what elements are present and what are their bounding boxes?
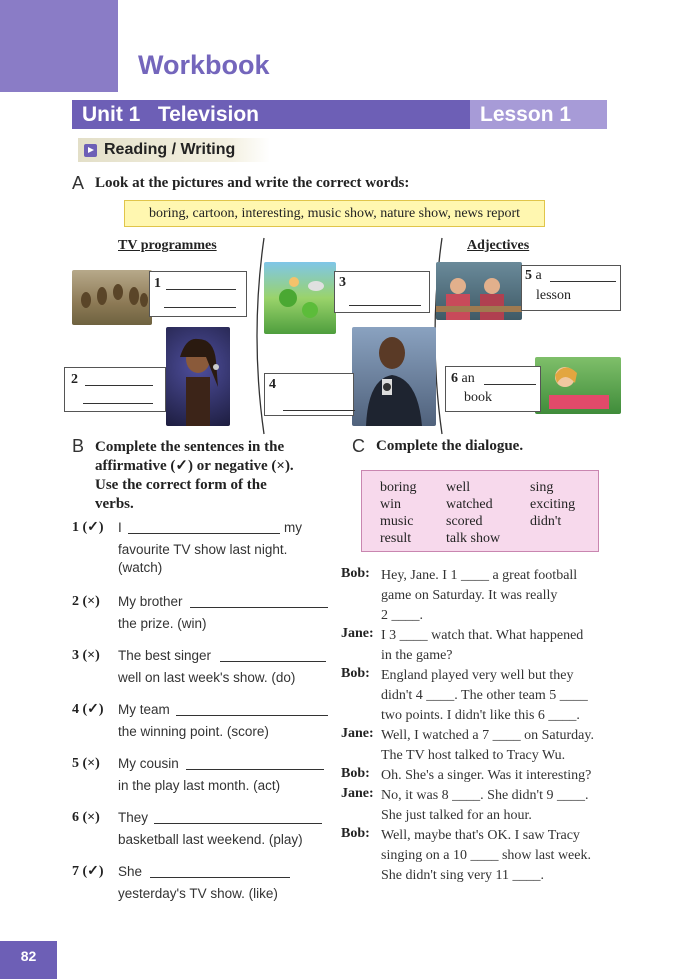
answer-6-label xyxy=(451,371,475,387)
answer-5-number: 5 xyxy=(525,268,532,283)
b-item-5-blank[interactable] xyxy=(186,758,324,770)
answer-1-blank-2[interactable] xyxy=(164,296,236,308)
answer-box-3[interactable] xyxy=(334,271,430,313)
dialogue-line: No, it was 8 ____. She didn't 9 ____. xyxy=(381,788,589,803)
speaker-label: Bob: xyxy=(341,566,370,581)
dialogue-line: She didn't sing very 11 ____. xyxy=(381,868,544,883)
b-item-start: My brother xyxy=(118,594,183,609)
b-item-4 xyxy=(72,699,332,745)
b-item-end: my xyxy=(284,520,302,535)
lion-cubs-image xyxy=(72,270,152,325)
word-box-word: music xyxy=(380,514,414,529)
speaker-label: Jane: xyxy=(341,726,374,741)
section-b-letter: B xyxy=(72,436,85,456)
word-box-word: didn't xyxy=(530,514,562,529)
section-a-letter: A xyxy=(72,173,85,193)
word-box-word: win xyxy=(380,497,401,512)
dialogue-line: England played very well but they xyxy=(381,668,574,683)
b-item-3 xyxy=(72,645,332,691)
answer-5-suffix: lesson xyxy=(536,288,571,303)
b-item-1 xyxy=(72,517,332,583)
answer-box-2[interactable] xyxy=(64,367,166,412)
b-item-line2: well on last week's show. (do) xyxy=(118,670,296,685)
dialogue-line: The TV host talked to Tracy Wu. xyxy=(381,748,566,763)
section-b-instruction-line: Use the correct form of the xyxy=(95,477,267,493)
dialogue-line: two points. I didn't like this 6 ____. xyxy=(381,708,580,723)
section-b-instruction-line: verbs. xyxy=(95,496,134,512)
word-box-word: exciting xyxy=(530,497,576,512)
answer-6-blank[interactable] xyxy=(484,373,536,385)
lesson-title-bar: Lesson 1 xyxy=(470,100,607,129)
word-box-word: well xyxy=(446,480,471,495)
speaker-label: Jane: xyxy=(341,626,374,641)
dialogue-line: Well, maybe that's OK. I saw Tracy xyxy=(381,828,580,843)
b-item-6 xyxy=(72,807,332,853)
b-item-number: 5 (×) xyxy=(72,756,100,771)
word-box-word: scored xyxy=(446,514,483,529)
answer-5-prefix: a xyxy=(535,268,542,283)
section-b-instruction-line: affirmative (✓) or negative (×). xyxy=(95,458,294,474)
dialogue-line: singing on a 10 ____ show last week. xyxy=(381,848,591,863)
tv-programmes-heading: TV programmes xyxy=(118,238,217,253)
b-item-number: 1 (✓) xyxy=(72,520,104,535)
b-item-number: 2 (×) xyxy=(72,594,100,609)
answer-2-number: 2 xyxy=(71,372,78,387)
section-a-word-bank: boring, cartoon, interesting, music show, nature show, news report xyxy=(124,200,545,227)
b-item-number: 6 (×) xyxy=(72,810,100,825)
dialogue-line: Hey, Jane. I 1 ____ a great football xyxy=(381,568,578,583)
dialogue-line: game on Saturday. It was really xyxy=(381,588,558,603)
section-b-instruction-line: Complete the sentences in the xyxy=(95,439,285,455)
b-item-start: They xyxy=(118,810,149,825)
b-item-4-blank[interactable] xyxy=(176,704,328,716)
b-item-7-blank[interactable] xyxy=(150,866,290,878)
girl-reading-image xyxy=(535,357,621,414)
answer-5-blank[interactable] xyxy=(550,270,616,282)
b-item-number: 3 (×) xyxy=(72,648,100,663)
answer-6-number: 6 xyxy=(451,371,458,386)
b-item-2-blank[interactable] xyxy=(190,596,328,608)
b-item-3-blank[interactable] xyxy=(220,650,326,662)
b-item-line2: basketball last weekend. (play) xyxy=(118,832,303,847)
answer-1-number: 1 xyxy=(154,276,161,291)
b-item-line2: the prize. (win) xyxy=(118,616,207,631)
dialogue-line: in the game? xyxy=(381,648,453,663)
answer-4-number: 4 xyxy=(269,377,276,392)
adjectives-heading: Adjectives xyxy=(467,238,530,253)
section-a-instruction: Look at the pictures and write the correct words: xyxy=(95,175,410,191)
word-box-word: result xyxy=(380,531,412,546)
dialogue-line: 2 ____. xyxy=(381,608,423,623)
page-number: 82 xyxy=(0,941,57,979)
answer-5-label xyxy=(525,268,542,284)
b-item-1-blank[interactable] xyxy=(128,522,280,534)
singer-image xyxy=(166,327,230,426)
answer-box-1[interactable] xyxy=(149,271,247,317)
answer-6-prefix: an xyxy=(461,371,475,386)
b-item-start: The best singer xyxy=(118,648,212,663)
book-title: Workbook xyxy=(138,50,270,80)
speaker-label: Bob: xyxy=(341,766,370,781)
answer-box-4[interactable] xyxy=(264,373,354,416)
dialogue-line: She just talked for an hour. xyxy=(381,808,532,823)
play-icon xyxy=(84,144,97,157)
section-c-word-box xyxy=(361,470,599,552)
answer-3-number: 3 xyxy=(339,275,346,290)
b-item-number: 7 (✓) xyxy=(72,864,104,879)
b-item-start: She xyxy=(118,864,143,879)
speaker-label: Bob: xyxy=(341,826,370,841)
dialogue-line: Well, I watched a 7 ____ on Saturday. xyxy=(381,728,594,743)
b-item-line3: (watch) xyxy=(118,560,163,575)
unit-title-bar: Unit 1 Television xyxy=(72,100,470,129)
word-box-word: talk show xyxy=(446,531,501,546)
speaker-label: Bob: xyxy=(341,666,370,681)
b-item-number: 4 (✓) xyxy=(72,702,104,717)
section-c-instruction: Complete the dialogue. xyxy=(376,438,524,454)
b-item-start: My team xyxy=(118,702,170,717)
answer-2-blank[interactable] xyxy=(85,374,153,386)
b-item-5 xyxy=(72,753,332,799)
b-item-6-blank[interactable] xyxy=(154,812,322,824)
bored-students-image xyxy=(436,262,522,320)
b-item-line2: in the play last month. (act) xyxy=(118,778,281,793)
dialogue-line: didn't 4 ____. The other team 5 ____ xyxy=(381,688,588,703)
dialogue-line: I 3 ____ watch that. What happened xyxy=(381,628,584,643)
answer-4-blank[interactable] xyxy=(283,399,355,411)
answer-6-suffix: book xyxy=(464,390,492,405)
word-box-word: boring xyxy=(380,480,417,495)
section-b-instruction xyxy=(95,438,294,514)
word-box-word: watched xyxy=(446,497,493,512)
b-item-line2: yesterday's TV show. (like) xyxy=(118,886,278,901)
dialogue-line: Oh. She's a singer. Was it interesting? xyxy=(381,768,592,783)
news-reporter-image xyxy=(352,327,436,426)
answer-box-5[interactable] xyxy=(521,265,621,311)
cartoon-frog-image xyxy=(264,262,336,334)
skill-tab: Reading / Writing xyxy=(78,138,270,162)
b-item-line2: favourite TV show last night. xyxy=(118,542,288,557)
answer-1-blank[interactable] xyxy=(166,278,236,290)
b-item-line2: the winning point. (score) xyxy=(118,724,269,739)
speaker-label: Jane: xyxy=(341,786,374,801)
section-c-letter: C xyxy=(352,436,365,456)
answer-box-6[interactable] xyxy=(445,366,541,412)
answer-3-blank[interactable] xyxy=(349,294,421,306)
b-item-start: I xyxy=(118,520,122,535)
word-box-word: sing xyxy=(530,480,554,495)
corner-block xyxy=(0,0,118,92)
answer-2-blank-2[interactable] xyxy=(83,392,153,404)
b-item-start: My cousin xyxy=(118,756,179,771)
b-item-7 xyxy=(72,861,332,907)
b-item-2 xyxy=(72,591,332,637)
